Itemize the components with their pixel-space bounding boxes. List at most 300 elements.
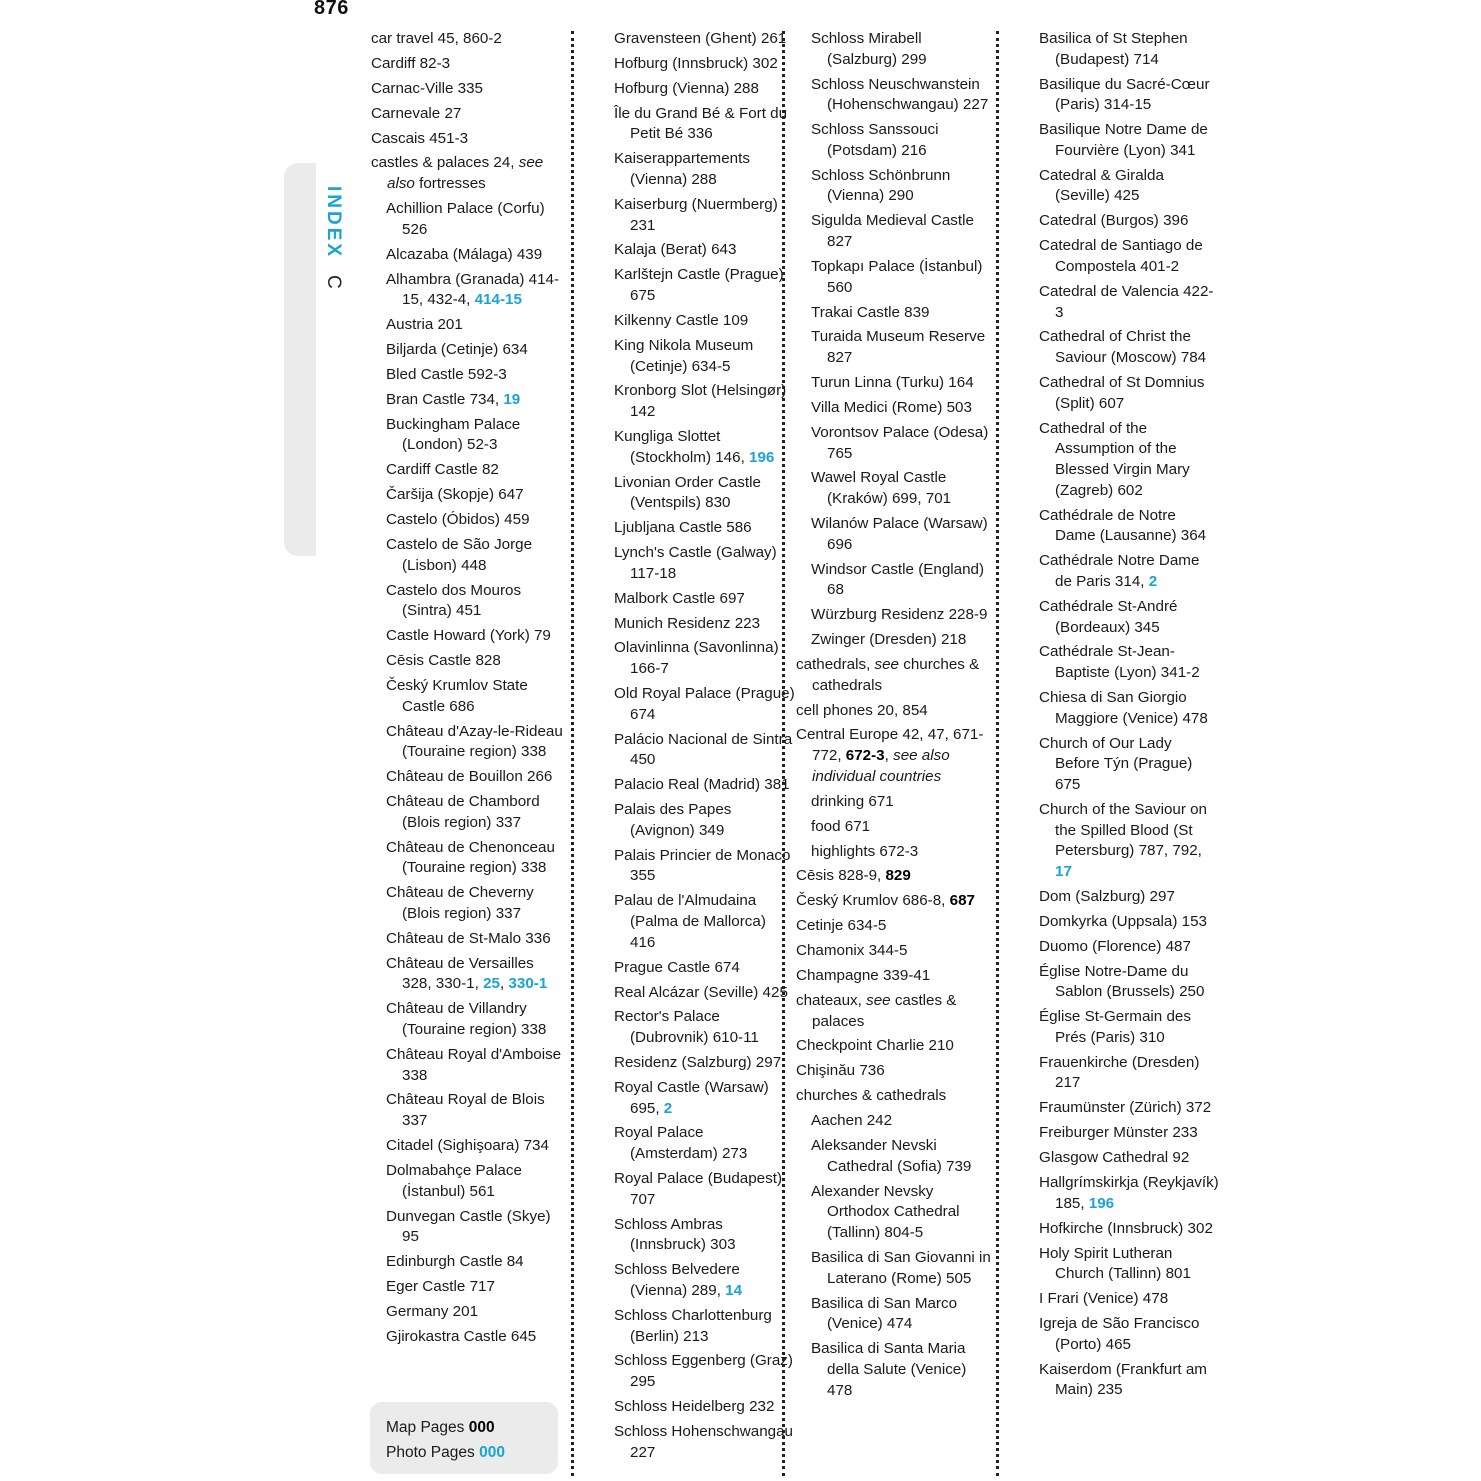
index-entry-text: Chiesa di San Giorgio Maggiore (Venice) 478: [1039, 689, 1208, 727]
index-entry: [1024, 1007, 1220, 1048]
index-entry: [796, 866, 992, 887]
index-entry-text: Champagne 339-41: [796, 967, 931, 984]
index-label-text: INDEX: [323, 186, 344, 260]
index-entry-text: Île du Grand Bé & Fort du Petit Bé 336: [614, 104, 788, 143]
index-entry-text: see: [874, 655, 900, 673]
index-entry: [1024, 1098, 1220, 1119]
index-entry-text: Chişinău 736: [796, 1062, 885, 1080]
index-entry: [796, 327, 992, 368]
index-entry: [371, 54, 567, 75]
index-entry: [1024, 166, 1220, 207]
index-entry: [371, 626, 567, 647]
index-entry-text: Biljarda (Cetinje) 634: [386, 341, 528, 359]
index-entry-text: Schloss Neuschwanstein (Hohenschwangau) 227: [811, 75, 989, 114]
index-entry-text: Château de Cheverny (Blois region) 337: [386, 884, 534, 922]
index-entry-text: Schloss Mirabell (Salzburg) 299: [811, 30, 927, 68]
index-entry-text: Hofburg (Vienna) 288: [614, 79, 759, 97]
photo-pages-row: [386, 1440, 505, 1465]
index-entry-text: I Frari (Venice) 478: [1039, 1290, 1169, 1308]
index-entry-text: Kaiserdom (Frankfurt am Main) 235: [1039, 1360, 1207, 1399]
index-entry: [599, 473, 795, 514]
index-entry-text: Aachen 242: [811, 1112, 893, 1130]
index-entry: [1024, 887, 1220, 908]
index-entry-text: Český Krumlov 686-8,: [796, 892, 950, 910]
index-entry-text: Freiburger Münster 233: [1039, 1124, 1198, 1142]
index-entry: [371, 79, 567, 100]
index-entry: [371, 999, 567, 1040]
index-entry: [599, 79, 795, 100]
index-entry: [599, 240, 795, 261]
index-column-4: [1024, 29, 1220, 1405]
index-entry-text: Château d'Azay-le-Rideau (Touraine region) 338: [386, 722, 563, 761]
index-entry-text: Checkpoint Charlie 210: [796, 1037, 954, 1055]
index-entry: [371, 535, 567, 576]
index-entry-text: Basilique Notre Dame de Fourvière (Lyon) 341: [1039, 121, 1208, 159]
index-entry-text: Alcazaba (Málaga) 439: [386, 245, 543, 263]
index-entry: [371, 792, 567, 833]
column-divider: [996, 31, 999, 1476]
index-entry: [599, 983, 795, 1004]
index-entry-text: cathedrals,: [796, 655, 875, 673]
index-entry-text: Kilkenny Castle 109: [614, 311, 749, 329]
index-entry: [796, 166, 992, 207]
index-entry: [796, 1339, 992, 1401]
index-entry: [599, 149, 795, 190]
index-entry: [796, 1182, 992, 1244]
index-entry-text: Fraumünster (Zürich) 372: [1039, 1099, 1212, 1117]
index-entry: [796, 817, 992, 838]
index-entry: [1024, 1314, 1220, 1355]
index-entry-text: Schloss Eggenberg (Graz) 295: [614, 1352, 793, 1391]
index-entry: [599, 1260, 795, 1301]
column-divider: [571, 31, 574, 1476]
index-entry-text: Royal Castle (Warsaw) 695,: [614, 1078, 769, 1117]
index-entry-text: Carnac-Ville 335: [371, 79, 484, 97]
index-entry: [371, 954, 567, 995]
index-entry-text: Basilique du Sacré-Cœur (Paris) 314-15: [1039, 75, 1210, 114]
index-entry: [1024, 1219, 1220, 1240]
index-entry: [796, 29, 992, 70]
index-entry: [796, 75, 992, 116]
index-entry-text: Château de Villandry (Touraine region) 338: [386, 1000, 547, 1038]
index-entry-text: Aleksander Nevski Cathedral (Sofia) 739: [811, 1137, 972, 1175]
index-entry-text: Cardiff Castle 82: [386, 461, 499, 479]
index-entry: [599, 1215, 795, 1256]
photo-page-ref: 19: [503, 390, 521, 408]
index-entry-text: food 671: [811, 817, 871, 835]
index-entry: [371, 676, 567, 717]
index-entry: [796, 398, 992, 419]
index-entry: [599, 800, 795, 841]
index-entry: [796, 1086, 992, 1107]
photo-page-ref: 196: [1088, 1194, 1115, 1212]
index-entry: [371, 390, 567, 411]
index-entry-text: Catedral de Valencia 422-3: [1039, 282, 1214, 321]
index-entry-text: Château Royal d'Amboise 338: [386, 1045, 562, 1084]
index-entry: [371, 651, 567, 672]
index-entry-text: Cathédrale Notre Dame de Paris 314,: [1039, 552, 1200, 590]
index-entry: [1024, 1053, 1220, 1094]
index-entry: [1024, 1148, 1220, 1169]
index-entry: [796, 120, 992, 161]
index-entry-text: churches & cathedrals: [796, 1087, 947, 1105]
index-entry: [796, 891, 992, 912]
photo-page-ref: 2: [663, 1099, 673, 1117]
index-entry: [1024, 75, 1220, 116]
index-entry-text: Schloss Schönbrunn (Vienna) 290: [811, 166, 951, 205]
index-entry-text: Igreja de São Francisco (Porto) 465: [1039, 1315, 1200, 1353]
map-pages-value: 000: [468, 1419, 495, 1436]
index-entry-text: Basilica di San Giovanni in Laterano (Rome) 505: [811, 1248, 991, 1287]
index-entry-text: Bled Castle 592-3: [386, 365, 507, 383]
index-entry: [796, 1248, 992, 1289]
index-entry-text: car travel 45, 860-2: [371, 30, 502, 47]
index-entry-text: Kungliga Slottet (Stockholm) 146,: [614, 428, 750, 466]
index-entry: [599, 1123, 795, 1164]
index-section-label: [322, 186, 344, 292]
index-entry-text: Château de Chambord (Blois region) 337: [386, 793, 540, 831]
index-entry: [371, 767, 567, 788]
index-entry-text: Château Royal de Blois 337: [386, 1091, 545, 1130]
index-entry-text: Würzburg Residenz 228-9: [811, 606, 988, 624]
index-entry-text: Cathédrale St-André (Bordeaux) 345: [1039, 597, 1178, 636]
index-entry-text: Karlštejn Castle (Prague) 675: [614, 266, 784, 305]
index-entry-text: Alhambra (Granada) 414-15, 432-4,: [386, 270, 560, 309]
index-entry: [371, 1277, 567, 1298]
index-entry: [1024, 688, 1220, 729]
index-entry-text: Munich Residenz 223: [614, 614, 761, 632]
index-entry-text: Kronborg Slot (Helsingør) 142: [614, 382, 787, 421]
index-entry: [796, 257, 992, 298]
index-entry: [796, 1294, 992, 1335]
index-entry-text: Domkyrka (Uppsala) 153: [1039, 912, 1207, 930]
index-entry: [371, 153, 567, 194]
index-entry: [796, 605, 992, 626]
index-entry: [1024, 937, 1220, 958]
index-entry-text: Catedral & Giralda (Seville) 425: [1039, 166, 1164, 205]
index-entry: [371, 929, 567, 950]
index-entry: [599, 891, 795, 953]
index-column-3: [796, 29, 992, 1405]
index-entry: [796, 966, 992, 987]
index-entry: [371, 1207, 567, 1248]
index-entry: [1024, 1244, 1220, 1285]
index-entry-text: drinking 671: [811, 792, 894, 810]
index-entry-text: Cathedral of the Assumption of the Blessed Virgin Mary (Zagreb) 602: [1039, 419, 1190, 499]
index-entry: [1024, 800, 1220, 883]
index-entry-text: Duomo (Florence) 487: [1039, 937, 1191, 955]
index-entry: [371, 315, 567, 336]
index-entry-text: Cathedral of St Domnius (Split) 607: [1039, 374, 1205, 412]
index-entry-text: Glasgow Cathedral 92: [1039, 1149, 1190, 1167]
index-entry: [371, 1252, 567, 1273]
index-entry-text: Kalaja (Berat) 643: [614, 241, 737, 259]
index-entry: [599, 775, 795, 796]
index-entry-text: castles & palaces: [812, 991, 957, 1030]
photo-pages-value: 000: [479, 1444, 505, 1461]
index-entry: [796, 1036, 992, 1057]
index-entry-text: cell phones 20, 854: [796, 701, 928, 719]
index-entry: [599, 1007, 795, 1048]
index-entry: [796, 1061, 992, 1082]
index-entry-text: churches & cathedrals: [812, 655, 980, 694]
index-entry: [599, 265, 795, 306]
index-entry-text: Olavinlinna (Savonlinna) 166-7: [614, 639, 779, 678]
index-entry: [1024, 734, 1220, 796]
index-entry-text: ,: [499, 975, 509, 993]
index-tab: [284, 163, 316, 556]
index-entry-text: Schloss Heidelberg 232: [614, 1398, 775, 1416]
index-entry-text: Achillion Palace (Corfu) 526: [386, 200, 545, 238]
index-entry: [796, 514, 992, 555]
index-entry-text: Vorontsov Palace (Odesa) 765: [811, 423, 989, 462]
index-entry: [796, 1111, 992, 1132]
index-entry-text: Bran Castle 734,: [386, 390, 504, 408]
index-entry-text: Cathedral of Christ the Saviour (Moscow) 784: [1039, 328, 1207, 367]
index-entry-text: highlights 672-3: [811, 842, 919, 860]
index-entry: [599, 1053, 795, 1074]
index-entry: [1024, 1360, 1220, 1401]
index-entry: [371, 722, 567, 763]
column-divider: [782, 31, 785, 1476]
index-entry-text: Turun Linna (Turku) 164: [811, 374, 974, 392]
index-entry: [371, 365, 567, 386]
index-entry: [1024, 236, 1220, 277]
index-entry-text: Palais des Papes (Avignon) 349: [614, 801, 732, 839]
index-entry-text: Dolmabahçe Palace (İstanbul) 561: [386, 1161, 522, 1200]
index-entry: [599, 195, 795, 236]
index-entry-text: castles & palaces 24,: [371, 154, 519, 172]
index-entry: [371, 104, 567, 125]
index-entry: [796, 941, 992, 962]
index-entry: [796, 701, 992, 722]
index-entry-text: Wawel Royal Castle (Kraków) 699, 701: [811, 469, 952, 508]
index-entry-text: Rector's Palace (Dubrovnik) 610-11: [614, 1008, 759, 1047]
index-entry: [796, 842, 992, 863]
index-entry: [796, 792, 992, 813]
index-entry: [1024, 282, 1220, 323]
index-entry: [599, 518, 795, 539]
index-entry-text: Château de Versailles 328, 330-1,: [386, 954, 534, 993]
index-entry: [371, 415, 567, 456]
index-entry-text: Schloss Hohenschwangau 227: [614, 1422, 793, 1461]
index-entry-text: Buckingham Palace (London) 52-3: [386, 415, 521, 454]
index-entry-text: Cēsis Castle 828: [386, 652, 501, 670]
index-entry-text: Čaršija (Skopje) 647: [386, 486, 524, 504]
index-entry-text: Sigulda Medieval Castle 827: [811, 212, 974, 251]
map-page-ref: 687: [949, 892, 975, 910]
index-entry: [1024, 373, 1220, 414]
index-entry-text: Basilica di San Marco (Venice) 474: [811, 1294, 958, 1333]
index-entry: [1024, 327, 1220, 368]
photo-page-ref: 196: [749, 448, 775, 466]
index-entry-text: Trakai Castle 839: [811, 303, 930, 321]
index-entry: [599, 1351, 795, 1392]
index-entry: [1024, 962, 1220, 1003]
index-entry: [371, 29, 567, 50]
index-entry-text: Livonian Order Castle (Ventspils) 830: [614, 473, 761, 512]
index-entry: [599, 381, 795, 422]
photo-page-ref: 25: [483, 975, 500, 993]
index-entry: [599, 684, 795, 725]
index-entry-text: Český Krumlov State Castle 686: [386, 676, 528, 715]
index-entry-text: Église Notre-Dame du Sablon (Brussels) 250: [1039, 962, 1205, 1001]
index-entry-text: Catedral (Burgos) 396: [1039, 212, 1189, 230]
index-entry-text: Cēsis 828-9,: [796, 867, 886, 885]
index-entry-text: Palais Princier de Monaco 355: [614, 846, 791, 885]
index-entry: [796, 468, 992, 509]
index-entry: [599, 1306, 795, 1347]
index-entry-text: Topkapı Palace (İstanbul) 560: [811, 257, 983, 296]
index-entry: [1024, 642, 1220, 683]
index-entry-text: Ljubljana Castle 586: [614, 519, 752, 537]
index-entry-text: Alexander Nevsky Orthodox Cathedral (Tallinn) 804-5: [811, 1182, 960, 1242]
index-entry-text: Palacio Real (Madrid) 381: [614, 776, 790, 794]
photo-page-ref: 14: [725, 1281, 743, 1299]
index-entry-text: Kaiserburg (Nuermberg) 231: [614, 195, 778, 234]
index-entry-text: Basilica di Santa Maria della Salute (Venice) 478: [811, 1340, 967, 1399]
index-entry: [599, 589, 795, 610]
index-entry: [599, 1169, 795, 1210]
index-entry: [599, 104, 795, 145]
index-entry-text: Schloss Belvedere (Vienna) 289,: [614, 1261, 740, 1299]
index-entry: [371, 883, 567, 924]
index-entry-text: Château de Bouillon 266: [386, 768, 553, 786]
index-entry: [599, 846, 795, 887]
photo-pages-label: Photo Pages: [386, 1444, 475, 1461]
index-entry-text: Frauenkirche (Dresden) 217: [1039, 1053, 1200, 1092]
index-entry-text: Wilanów Palace (Warsaw) 696: [811, 515, 988, 553]
index-entry-text: Castelo de São Jorge (Lisbon) 448: [386, 535, 533, 574]
map-pages-row: [386, 1415, 495, 1440]
index-entry: [796, 725, 992, 787]
index-entry-text: Schloss Sanssouci (Potsdam) 216: [811, 121, 939, 159]
index-entry: [371, 199, 567, 240]
index-entry: [599, 638, 795, 679]
index-entry-text: Church of Our Lady Before Týn (Prague) 675: [1039, 734, 1193, 794]
index-entry-text: Castelo (Óbidos) 459: [386, 511, 530, 529]
index-entry: [599, 1397, 795, 1418]
index-entry: [599, 427, 795, 468]
index-entry-text: Cathédrale St-Jean-Baptiste (Lyon) 341-2: [1039, 643, 1200, 682]
index-entry-text: Hofkirche (Innsbruck) 302: [1039, 1219, 1213, 1237]
index-entry: [796, 211, 992, 252]
index-entry-text: Palácio Nacional de Sintra 450: [614, 730, 793, 769]
index-entry-text: Turaida Museum Reserve 827: [811, 328, 986, 367]
index-entry-text: Cathédrale de Notre Dame (Lausanne) 364: [1039, 506, 1207, 545]
index-entry-text: Gravensteen (Ghent) 261: [614, 30, 787, 47]
index-entry: [371, 1327, 567, 1348]
index-entry-text: Citadel (Sighişoara) 734: [386, 1137, 549, 1155]
index-entry-text: Castle Howard (York) 79: [386, 627, 551, 645]
index-entry: [599, 336, 795, 377]
index-entry-text: Prague Castle 674: [614, 958, 740, 976]
index-entry: [796, 630, 992, 651]
page-legend: [370, 1402, 558, 1474]
index-entry: [371, 1161, 567, 1202]
index-entry-text: see also individual countries: [812, 747, 950, 785]
index-entry-text: Carnevale 27: [371, 104, 462, 122]
index-entry: [371, 460, 567, 481]
index-entry-text: Cascais 451-3: [371, 129, 469, 147]
index-entry: [371, 485, 567, 506]
index-entry: [1024, 120, 1220, 161]
index-entry-text: Real Alcázar (Seville) 425: [614, 983, 788, 1001]
index-entry: [796, 655, 992, 696]
index-entry: [796, 303, 992, 324]
index-entry: [371, 1045, 567, 1086]
index-entry: [599, 54, 795, 75]
index-entry-text: Église St-Germain des Prés (Paris) 310: [1039, 1008, 1191, 1046]
index-entry: [371, 1090, 567, 1131]
index-entry: [599, 614, 795, 635]
index-entry: [599, 29, 795, 50]
index-entry-text: Germany 201: [386, 1302, 479, 1320]
index-entry-text: Schloss Charlottenburg (Berlin) 213: [614, 1306, 772, 1345]
index-entry-text: Malbork Castle 697: [614, 589, 745, 607]
index-entry: [1024, 506, 1220, 547]
index-entry: [1024, 29, 1220, 70]
index-column-1: [371, 29, 567, 1352]
index-entry-text: Royal Palace (Budapest) 707: [614, 1170, 782, 1208]
index-entry-text: Chamonix 344-5: [796, 942, 908, 960]
index-entry: [371, 1302, 567, 1323]
index-entry-text: Royal Palace (Amsterdam) 273: [614, 1124, 748, 1163]
index-entry-text: chateaux,: [796, 991, 867, 1009]
index-entry: [371, 245, 567, 266]
index-entry: [1024, 419, 1220, 502]
index-entry: [796, 916, 992, 937]
index-entry-text: Church of the Saviour on the Spilled Blood (St Petersburg) 787, 792,: [1039, 800, 1208, 860]
index-entry-text: Residenz (Salzburg) 297: [614, 1054, 782, 1071]
index-entry-text: Holy Spirit Lutheran Church (Tallinn) 801: [1039, 1244, 1191, 1283]
index-entry: [599, 730, 795, 771]
photo-page-ref: 17: [1055, 863, 1072, 881]
photo-page-ref: 414-15: [474, 291, 522, 309]
map-page-ref: 672-3: [845, 747, 885, 765]
index-entry: [1024, 1123, 1220, 1144]
index-entry: [1024, 1289, 1220, 1310]
index-entry-text: Château de Chenonceau (Touraine region) 338: [386, 838, 555, 877]
index-entry-text: Catedral de Santiago de Compostela 401-2: [1039, 237, 1203, 275]
index-entry: [599, 543, 795, 584]
index-entry: [371, 340, 567, 361]
index-entry-text: Kaiserappartements (Vienna) 288: [614, 150, 750, 188]
index-entry: [796, 991, 992, 1032]
index-entry-text: Schloss Ambras (Innsbruck) 303: [614, 1215, 736, 1254]
index-entry-text: Lynch's Castle (Galway) 117-18: [614, 544, 777, 582]
index-entry-text: Château de St-Malo 336: [386, 929, 551, 947]
index-entry: [371, 270, 567, 311]
index-entry: [796, 423, 992, 464]
index-entry-text: Windsor Castle (England) 68: [811, 560, 985, 599]
index-entry-text: Austria 201: [386, 316, 463, 334]
index-entry: [1024, 597, 1220, 638]
index-entry-text: Cardiff 82-3: [371, 54, 451, 72]
index-entry-text: Villa Medici (Rome) 503: [811, 398, 972, 416]
index-entry: [371, 510, 567, 531]
index-entry: [599, 958, 795, 979]
index-entry-text: Basilica of St Stephen (Budapest) 714: [1039, 30, 1188, 68]
index-entry-text: ,: [884, 747, 894, 765]
index-entry: [371, 581, 567, 622]
index-entry: [1024, 551, 1220, 592]
photo-page-ref: 330-1: [508, 975, 548, 993]
index-entry-text: Dunvegan Castle (Skye) 95: [386, 1207, 551, 1246]
index-entry-text: Hofburg (Innsbruck) 302: [614, 54, 778, 72]
index-entry: [796, 373, 992, 394]
index-entry-text: Palau de l'Almudaina (Palma de Mallorca) 416: [614, 892, 766, 951]
